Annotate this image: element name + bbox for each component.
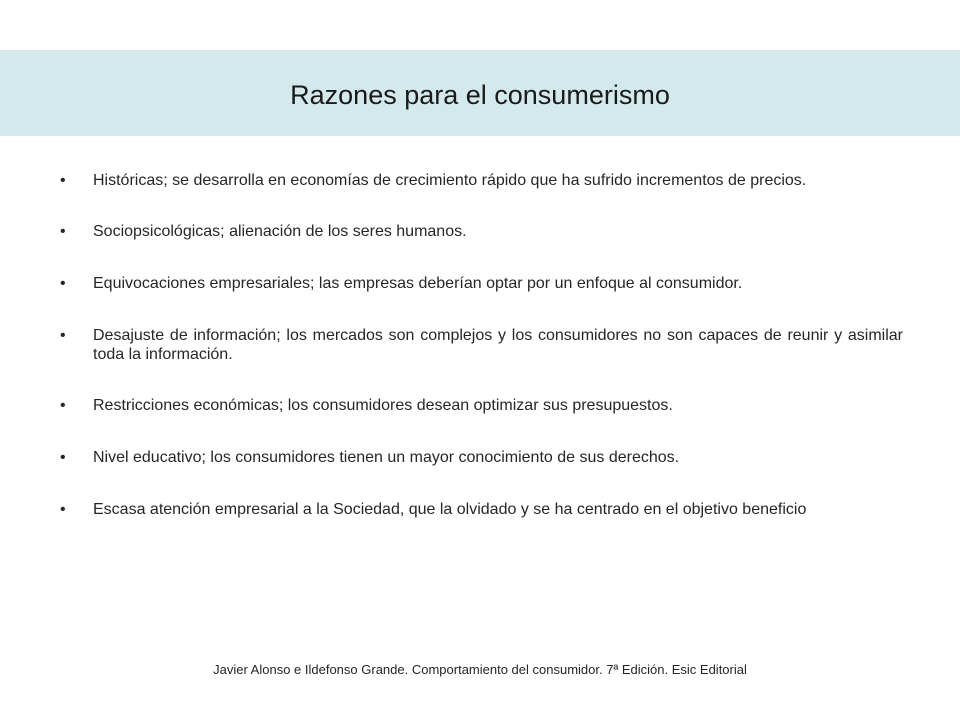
bullet-item <box>60 326 903 364</box>
bullet-item <box>60 171 903 190</box>
bullet-icon: • <box>60 397 66 414</box>
bullet-icon: • <box>60 327 66 344</box>
bullet-list <box>60 171 903 551</box>
bullet-text: Desajuste de información; los mercados son complejos y los consumidores no son capaces de reunir y asimilar toda la información. <box>93 327 903 363</box>
bullet-text: Históricas; se desarrolla en economías de crecimiento rápido que ha sufrido incrementos de precios. <box>93 172 807 189</box>
bullet-icon: • <box>60 223 66 240</box>
bullet-item <box>60 396 903 415</box>
bullet-text: Escasa atención empresarial a la Sociedad, que la olvidado y se ha centrado en el objetivo beneficio <box>93 501 807 518</box>
slide-title: Razones para el consumerismo <box>290 80 670 110</box>
bullet-item <box>60 222 903 241</box>
bullet-item <box>60 448 903 467</box>
bullet-text: Equivocaciones empresariales; las empresas deberían optar por un enfoque al consumidor. <box>93 275 743 292</box>
bullet-icon: • <box>60 275 66 292</box>
footer-citation: Javier Alonso e Ildefonso Grande. Comportamiento del consumidor. 7ª Edición. Esic Editorial <box>213 662 747 677</box>
bullet-text: Restricciones económicas; los consumidores desean optimizar sus presupuestos. <box>93 397 673 414</box>
bullet-icon: • <box>60 501 66 518</box>
bullet-icon: • <box>60 172 66 189</box>
bullet-item <box>60 500 903 519</box>
bullet-icon: • <box>60 449 66 466</box>
bullet-text: Nivel educativo; los consumidores tienen un mayor conocimiento de sus derechos. <box>93 449 680 466</box>
bullet-item <box>60 274 903 293</box>
bullet-text: Sociopsicológicas; alienación de los seres humanos. <box>93 223 467 240</box>
